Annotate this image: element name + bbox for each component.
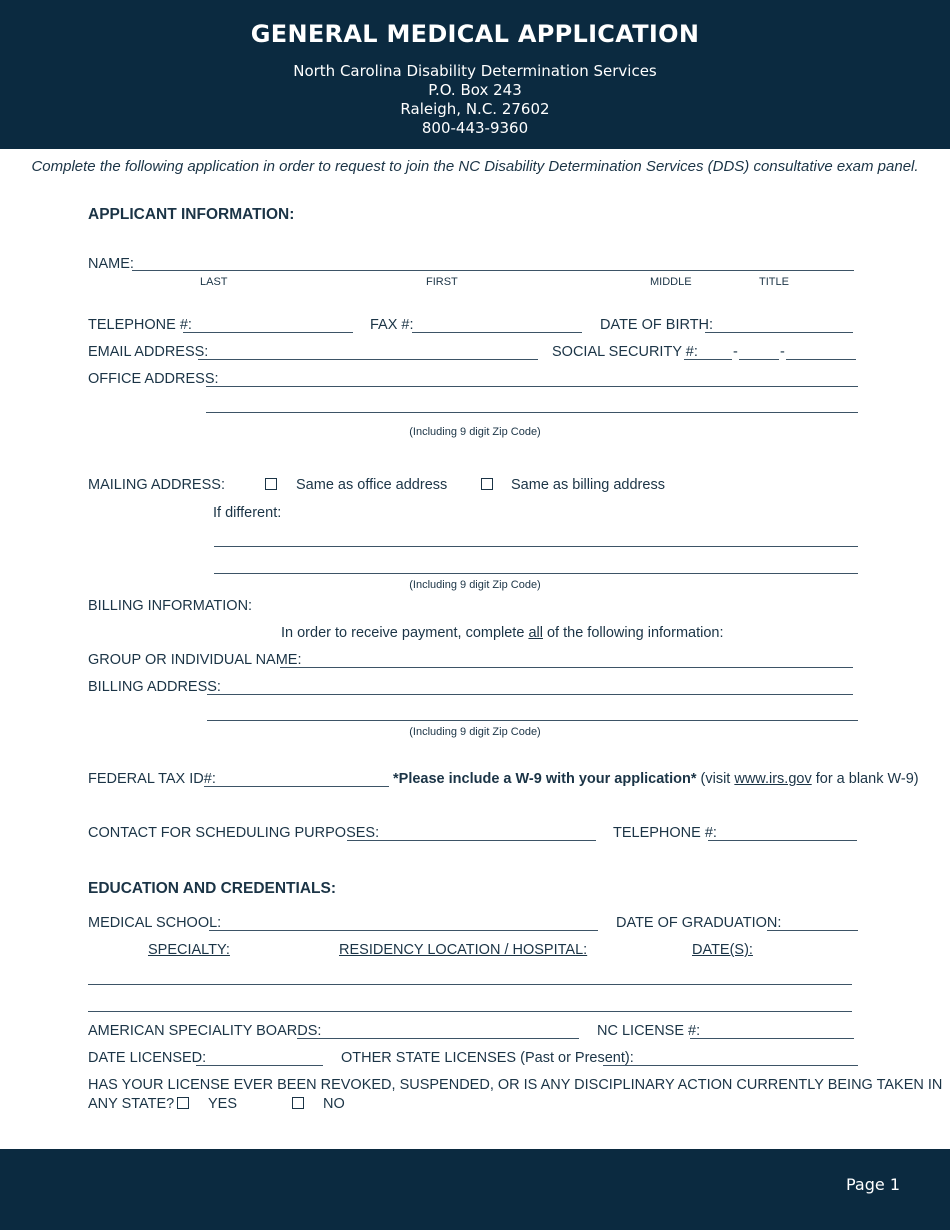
applicant-heading: APPLICANT INFORMATION: [88, 206, 295, 223]
if-different-label: If different: [213, 505, 282, 521]
ssn-label: SOCIAL SECURITY #: [552, 344, 698, 360]
billing-address-field-line2[interactable] [207, 720, 858, 721]
same-as-billing-checkbox[interactable] [481, 478, 493, 490]
telephone-field[interactable] [183, 332, 353, 333]
dob-label: DATE OF BIRTH: [600, 317, 714, 333]
name-label: NAME: [88, 256, 134, 272]
office-zip-note: (Including 9 digit Zip Code) [409, 426, 541, 438]
other-licenses-label: OTHER STATE LICENSES (Past or Present): [341, 1050, 634, 1066]
nc-license-field[interactable] [690, 1038, 854, 1039]
medical-school-label: MEDICAL SCHOOL: [88, 915, 222, 931]
intro-text: Complete the following application in order to request to join the NC Disability Determination Services (DDS) consultative exam panel. [31, 158, 919, 175]
org-phone: 800-443-9360 [421, 119, 529, 137]
ssn-dash: - [780, 344, 785, 360]
mailing-address-field-line2[interactable] [214, 573, 858, 574]
page-number: Page 1 [846, 1175, 900, 1194]
ssn-field-part2[interactable] [739, 359, 779, 360]
email-label: EMAIL ADDRESS: [88, 344, 209, 360]
medical-school-field[interactable] [209, 930, 598, 931]
education-heading: EDUCATION AND CREDENTIALS: [88, 880, 336, 897]
ssn-field-part1[interactable] [684, 359, 732, 360]
w9-note: *Please include a W-9 with your application* (visit www.irs.gov for a blank W-9) [393, 771, 919, 787]
same-as-billing-label: Same as billing address [511, 477, 665, 493]
residency-row-line2[interactable] [88, 1011, 852, 1012]
license-revoked-question: HAS YOUR LICENSE EVER BEEN REVOKED, SUSPENDED, OR IS ANY DISCIPLINARY ACTION CURRENTLY BEING TAKEN IN [88, 1077, 943, 1093]
office-address-field-line1[interactable] [206, 386, 858, 387]
billing-zip-note: (Including 9 digit Zip Code) [409, 726, 541, 738]
ssn-field-part3[interactable] [786, 359, 856, 360]
mailing-address-label: MAILING ADDRESS: [88, 477, 225, 493]
contact-phone-label: TELEPHONE #: [613, 825, 717, 841]
revoked-no-checkbox[interactable] [292, 1097, 304, 1109]
group-name-field[interactable] [280, 667, 853, 668]
graduation-date-field[interactable] [767, 930, 858, 931]
header-banner [0, 0, 950, 149]
revoked-yes-checkbox[interactable] [177, 1097, 189, 1109]
mailing-zip-note: (Including 9 digit Zip Code) [409, 579, 541, 591]
date-licensed-field[interactable] [196, 1065, 323, 1066]
name-part-middle: MIDDLE [650, 276, 692, 288]
office-address-label: OFFICE ADDRESS: [88, 371, 219, 387]
name-part-first: FIRST [426, 276, 458, 288]
ssn-dash: - [733, 344, 738, 360]
billing-info-label: BILLING INFORMATION: [88, 598, 253, 614]
city: Raleigh, N.C. 27602 [400, 100, 550, 118]
specialty-boards-label: AMERICAN SPECIALITY BOARDS: [88, 1023, 322, 1039]
contact-label: CONTACT FOR SCHEDULING PURPOSES: [88, 825, 380, 841]
name-field[interactable] [132, 270, 854, 271]
dob-field[interactable] [705, 332, 853, 333]
fax-label: FAX #: [370, 317, 414, 333]
revoked-yes-label: YES [208, 1096, 238, 1112]
irs-link[interactable]: www.irs.gov [734, 771, 812, 787]
form-title: GENERAL MEDICAL APPLICATION [250, 20, 700, 48]
name-part-last: LAST [200, 276, 228, 288]
footer-banner [0, 1149, 950, 1230]
group-name-label: GROUP OR INDIVIDUAL NAME: [88, 652, 302, 668]
billing-address-field-line1[interactable] [207, 694, 853, 695]
license-revoked-question-cont: ANY STATE? [88, 1096, 175, 1112]
office-address-field-line2[interactable] [206, 412, 858, 413]
fax-field[interactable] [412, 332, 582, 333]
billing-address-label: BILLING ADDRESS: [88, 679, 221, 695]
contact-field[interactable] [347, 840, 596, 841]
name-part-title: TITLE [759, 276, 789, 288]
date-licensed-label: DATE LICENSED: [88, 1050, 207, 1066]
dates-column-header: DATE(S): [692, 942, 753, 958]
nc-license-label: NC LICENSE #: [597, 1023, 701, 1039]
po-box: P.O. Box 243 [428, 81, 522, 99]
revoked-no-label: NO [323, 1096, 345, 1112]
graduation-date-label: DATE OF GRADUATION: [616, 915, 782, 931]
same-as-office-checkbox[interactable] [265, 478, 277, 490]
mailing-address-field-line1[interactable] [214, 546, 858, 547]
specialty-boards-field[interactable] [297, 1038, 579, 1039]
tax-id-label: FEDERAL TAX ID#: [88, 771, 216, 787]
specialty-column-header: SPECIALTY: [148, 942, 230, 958]
same-as-office-label: Same as office address [296, 477, 448, 493]
email-field[interactable] [198, 359, 538, 360]
org-name: North Carolina Disability Determination Services [293, 62, 657, 80]
billing-note: In order to receive payment, complete all of the following information: [281, 625, 724, 641]
telephone-label: TELEPHONE #: [88, 317, 192, 333]
residency-row-line1[interactable] [88, 984, 852, 985]
residency-column-header: RESIDENCY LOCATION / HOSPITAL: [339, 942, 588, 958]
other-licenses-field[interactable] [603, 1065, 858, 1066]
tax-id-field[interactable] [204, 786, 389, 787]
contact-phone-field[interactable] [708, 840, 857, 841]
